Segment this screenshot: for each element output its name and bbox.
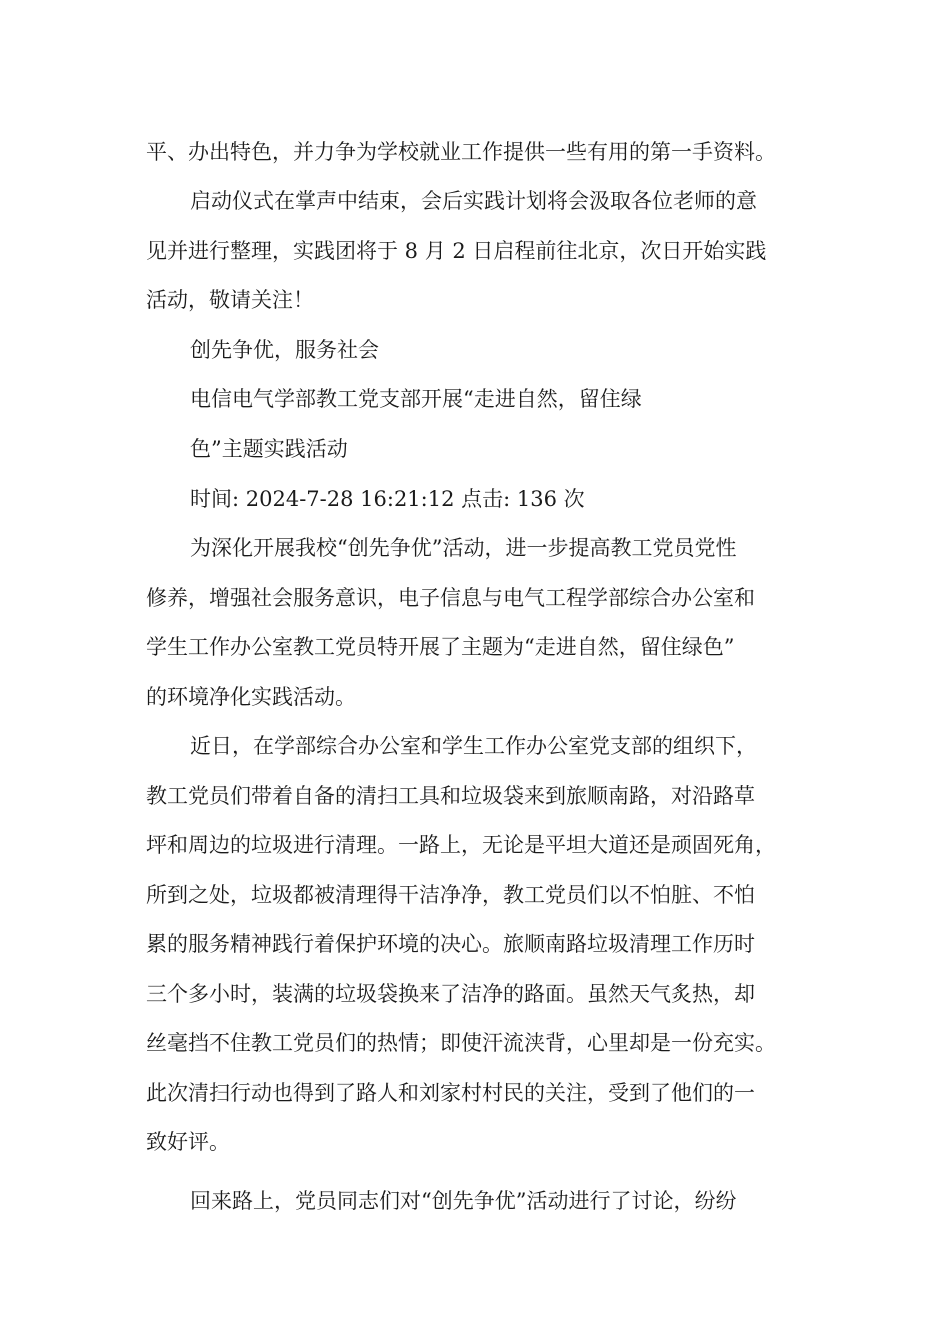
article-title-line-1: 电信电气学部教工党支部开展“走进自然，留住绿 xyxy=(190,387,642,411)
article-title-line-2: 色”主题实践活动 xyxy=(190,437,348,461)
text-line: 平、办出特色，并力争为学校就业工作提供一些有用的第一手资料。 xyxy=(146,140,776,164)
paragraph-start-line: 为深化开展我校“创先争优”活动，进一步提高教工党员党性 xyxy=(190,536,737,560)
text-line: 所到之处，垃圾都被清理得干洁净净，教工党员们以不怕脏、不怕 xyxy=(146,883,755,907)
text-line: 学生工作办公室教工党员特开展了主题为“走进自然，留住绿色” xyxy=(146,635,735,659)
text-line: 三个多小时，装满的垃圾袋换来了洁净的路面。虽然天气炙热，却 xyxy=(146,982,755,1006)
article-meta: 时间: 2024-7-28 16:21:12 点击: 136 次 xyxy=(190,487,585,511)
text-line: 的环境净化实践活动。 xyxy=(146,685,356,709)
section-heading: 创先争优，服务社会 xyxy=(190,338,379,362)
text-line: 教工党员们带着自备的清扫工具和垃圾袋来到旅顺南路，对沿路草 xyxy=(146,784,755,808)
paragraph-start-line: 回来路上，党员同志们对“创先争优”活动进行了讨论，纷纷 xyxy=(190,1189,737,1213)
text-line: 丝毫挡不住教工党员们的热情；即使汗流浃背，心里却是一份充实。 xyxy=(146,1031,776,1055)
text-line: 坪和周边的垃圾进行清理。一路上，无论是平坦大道还是顽固死角， xyxy=(146,833,776,857)
text-line: 见并进行整理，实践团将于 8 月 2 日启程前往北京，次日开始实践 xyxy=(146,239,767,263)
text-line: 累的服务精神践行着保护环境的决心。旅顺南路垃圾清理工作历时 xyxy=(146,932,755,956)
paragraph-start-line: 近日，在学部综合办公室和学生工作办公室党支部的组织下， xyxy=(190,734,757,758)
text-line: 此次清扫行动也得到了路人和刘家村村民的关注，受到了他们的一 xyxy=(146,1081,755,1105)
paragraph-start-line: 启动仪式在掌声中结束，会后实践计划将会汲取各位老师的意 xyxy=(190,189,757,213)
text-line: 致好评。 xyxy=(146,1130,230,1154)
text-line: 活动，敬请关注！ xyxy=(146,288,314,312)
text-line: 修养，增强社会服务意识，电子信息与电气工程学部综合办公室和 xyxy=(146,586,755,610)
